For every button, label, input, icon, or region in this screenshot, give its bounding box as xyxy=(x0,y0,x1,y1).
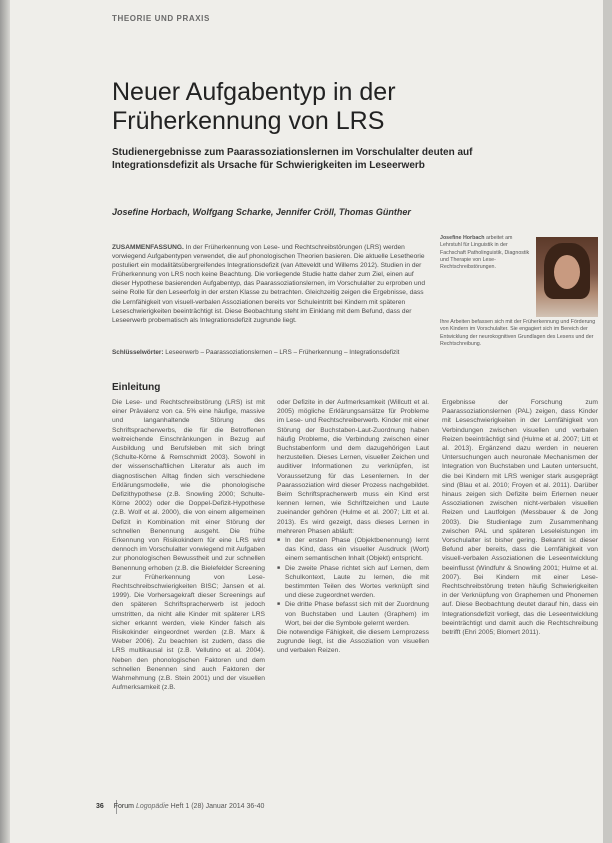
phase-list-item: ■ Die zweite Phase richtet sich auf Lernen, dem Schulkontext, Laute zu lernen, die mit bestimmten Teilen des Wortes verknüpft sind und diese zugeordnet werden. xyxy=(277,564,429,601)
body-column-1 xyxy=(112,398,265,693)
page-footer xyxy=(96,803,264,810)
keywords xyxy=(112,349,428,356)
phase-list xyxy=(277,536,429,628)
section-tag: THEORIE UND PRAXIS xyxy=(112,14,210,23)
journal-name-italic: Logopädie xyxy=(135,803,169,810)
column-2-intro: oder Defizite in der Aufmerksamkeit (Willcutt et al. 2005) mögliche Erklärungsansätze für Probleme im Lese- und Rechtschreiberwerb. Kinder mit einer Störung der Buchstaben-Laut-Zuordnung haben häufig Probleme, die Verbindung zwischen einer Buchstabenform und dem dazugehörigen Laut herzustellen. Dieses Lernen, visueller Zeichen und auditiver Informationen zu verknüpfen, ist Voraussetzung für das Lesenlernen. In der Paarassoziation wird dieser Prozess nachgebildet. Beim Schriftspracherwerb muss ein Kind erst kennen lernen, wie Schriftzeichen und Laute zueinander gehören (Hulme et al. 2007; Litt et al. 2013). Es wird gezeigt, dass dieses Lernen in mehreren Phasen abläuft: xyxy=(277,399,429,535)
abstract-text: In der Früherkennung von Lese- und Rechtschreibstörungen (LRS) werden vorwiegend Aufgabentypen verwendet, die auf phonologischen Theorien basieren. Die aktuelle Lesetheorie postuliert ein modalitätsübergreifendes Integrationsdefizit (van Atteveldt und Willems 2012). Studien in der Früherkennung von LRS noch keine Beachtung. Die vorliegende Studie hatte daher zum Ziel, einen auf dieser Hypothese basierenden Aufgabentyp, das Paarassoziationslernen, im Vorschulalter zu erproben und seine Rolle für den Leseerfolg in der ersten Klasse zu betrachten. Gleichzeitig zeigen die Ergebnisse, dass die Lernfähigkeit von visuell-verbalen Assoziationen bereits vor Schuleintritt bei Kindern mit späteren Leseschwierigkeiten beeinträchtigt ist. Diese Beobachtung steht im Einklang mit dem Befund, dass der Leseerwerb probematisch als Integrationsdefizit zugrunde liegt. xyxy=(112,244,426,324)
keywords-text: Leseerwerb – Paarassoziationslernen – LRS – Früherkennung – Integrationsdefizit xyxy=(165,349,400,356)
right-edge xyxy=(603,0,612,843)
phase-list-item: ■ Die dritte Phase befasst sich mit der Zuordnung von Buchstaben und Lauten (Graphem) im Wort, bei der die Symbole gelernt werden. xyxy=(277,600,429,628)
journal-name: Forum xyxy=(113,803,134,810)
article-authors: Josefine Horbach, Wolfgang Scharke, Jennifer Cröll, Thomas Günther xyxy=(112,207,411,217)
bio-continued: Ihre Arbeiten befassen sich mit der Früherkennung und Förderung von Kindern im Vorschulalter. Sie engagiert sich im Bereich der Entwicklung der neurokognitiven Grundlagen des Lesens und der Rechtschreibung. xyxy=(440,319,596,347)
column-2-outro: Die notwendige Fähigkeit, die diesem Lernprozess zugrunde liegt, ist die Assoziation von visuellen und verbalen Reizen. xyxy=(277,629,429,655)
author-photo xyxy=(536,237,598,317)
abstract xyxy=(112,243,428,325)
issue-info: Heft 1 (28) Januar 2014 36-40 xyxy=(170,803,265,810)
photo-face xyxy=(554,255,580,289)
section-heading: Einleitung xyxy=(112,382,161,393)
author-bio xyxy=(440,235,534,271)
phase-list-item: ■ In der ersten Phase (Objektbenennung) lernt das Kind, dass ein visueller Ausdruck (Wort) einem semantischen Inhalt (Objekt) entspricht. xyxy=(277,536,429,564)
binding-gutter xyxy=(0,0,10,843)
abstract-lead: ZUSAMMENFASSUNG. xyxy=(112,244,184,251)
page-number: 36 xyxy=(96,803,104,810)
body-column-3 xyxy=(442,398,598,637)
keywords-label: Schlüsselwörter: xyxy=(112,349,164,356)
bio-name: Josefine Horbach xyxy=(440,235,485,241)
column-1-text: Die Lese- und Rechtschreibstörung (LRS) ist mit einer Prävalenz von ca. 5% eine häufige, massive und langanhaltende Störung des Schriftspracherwerbs, die für die Betroffenen weitreichende Einschränkungen in Bezug auf Ausbildung und Berufsleben mit sich bringt (Schulte-Körne & Remschmidt 2003). Sowohl in der wissenschaftlichen Literatur als auch im diagnostischen Alltag finden sich verschiedene Erklärungsmodelle, wie die phonologische Defizithypothese (z.B. Snowling 2000; Schulte-Körne 2002) oder die Doppel-Defizit-Hypothese (z.B. Wolf et al. 2000), die von einem allgemeinen Defizit in Kombination mit einer Störung der schnellen Benennung ausgeht. Die frühe Erkennung von Risikokindern für eine LRS wird dennoch im Vorschulalter vorwiegend mit Aufgaben zur phonologischen Bewusstheit und zur schnellen Benennung erhoben (z.B. die Bielefelder Screening zur Früherkennung von Lese-Rechtschreibschwierigkeiten BISC; Jansen et al. 1999). Die Vorhersagekraft dieser Screenings auf den späteren Schriftspracherwerb ist jedoch umstritten, da nicht alle Kinder mit späterer LRS sicher erkannt werden, viele Kinder falsch als Risikokinder eingeordnet werden (z.B. Marx & Weber 2006). Zu beachten ist zudem, dass die LRS multikausal ist (z.B. Vellutino et al. 2004). Neben den phonologischen Faktoren und dem schnellen Benennen sind auch Faktoren der Wahrnehmung (z.B. Stein 2001) und der visuellen Aufmerksamkeit (z.B. xyxy=(112,399,265,692)
article-subtitle: Studienergebnisse zum Paarassoziationslernen im Vorschulalter deuten auf Integrationsdefizit als Ursache für Schwierigkeiten im Leseerwerb xyxy=(112,147,473,171)
article-title: Neuer Aufgabentyp in der Früherkennung von LRS xyxy=(112,78,396,135)
body-column-2 xyxy=(277,398,429,656)
bio-text: arbeitet am Lehrstuhl für Linguistik in der Fachschaft Patholinguistik, Diagnostik und Therapie von Lese-Rechtschreibstörungen. xyxy=(440,235,530,271)
column-3-text: Ergebnisse der Forschung zum Paarassoziationslernen (PAL) zeigen, dass Kinder mit Leseschwierigkeiten in der Lernfähigkeit von Verbindungen zwischen visuellen und verbalen Reizen beeinträchtigt sind (Hulme et al. 2007; Litt et al. 2013). Ergänzend dazu werden in neueren Untersuchungen auch neuronale Mechanismen der Integration von Buchstaben und Lauten untersucht, die bei Kindern mit LRS weniger stark ausgeprägt sind (Blau et al. 2010; Froyen et al. 2011). Darüber hinaus zeigen sich Defizite beim Erlernen neuer Assoziationen zwischen nicht-verbalen visuellen Reizen und Lautfolgen (Messbauer & de Jong 2003). Die Studienlage zum Zusammenhang zwischen PAL und späteren Leseleistungen im Vorschulalter ist bisher gering. Bekannt ist dieser Befund aber bereits, dass die Lernfähigkeit von visuell-verbalen Assoziationen die Leseentwicklung beeinflusst (Windfuhr & Snowling 2001; Hulme et al. 2007). Bei Kindern mit einer Lese-Rechtschreibstörung treten häufig Schwierigkeiten in der Verknüpfung von Graphemen und Phonemen auf. Diese Beobachtung deutet darauf hin, dass ein Integrationsdefizit vorliegt, das die Leseentwicklung beeinträchtigt und damit auch die Rechtschreibung betrifft (Ehri 2005; Blomert 2011). xyxy=(442,399,598,637)
